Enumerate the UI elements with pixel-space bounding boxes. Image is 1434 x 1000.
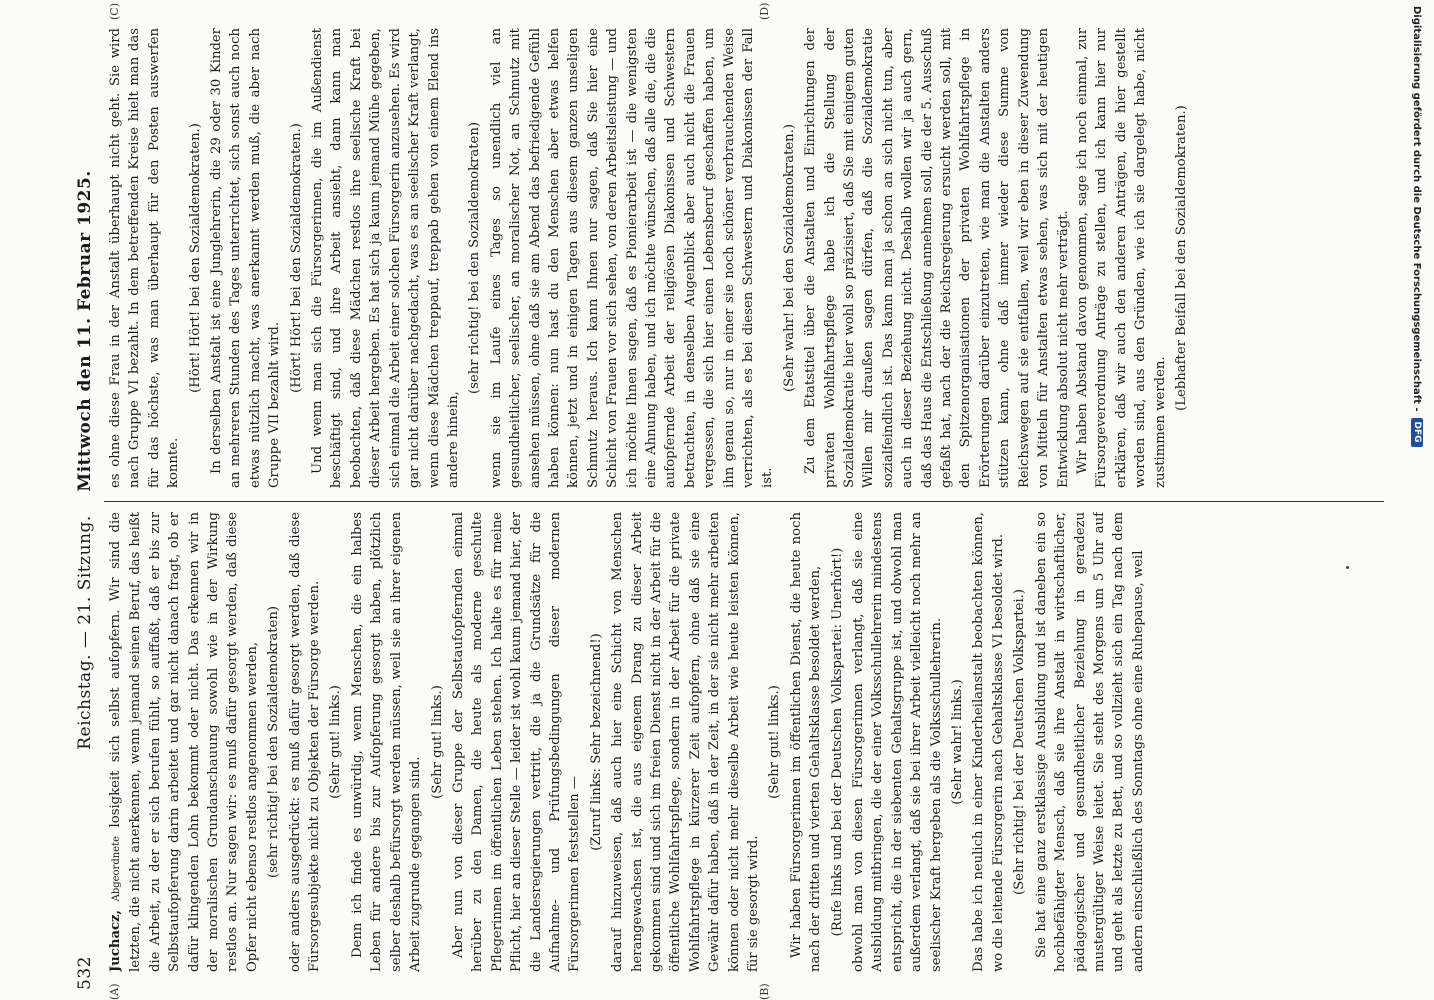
interjection: (Sehr gut! links.) — [429, 685, 445, 799]
interjection: (Sehr richtig! bei der Deutschen Volkspartei.) — [1012, 588, 1028, 896]
left-column — [106, 512, 1386, 972]
margin-marker-a: (A) — [108, 983, 121, 1000]
interjection: (Sehr wahr! bei den Sozialdemokraten.) — [781, 124, 797, 392]
interjection: (Hört! Hört! bei den Sozialdemokraten.) — [288, 123, 304, 393]
right-paragraph-5: Zu dem Etatstitel über die Anstalten und Einrichtungen der privaten Wohlfahrtspflege habe ich die Stellung der Sozialdemokratie hier wohl so präzisiert, daß Sie mit einigem guten Willen mir draußen sagen dürfen, daß die Sozialdemokratie sozialfeindlich ist. Das kann man ja schon an sich nicht tun, aber auch in dieser Beziehung nicht. Deshalb wollen wir ja auch gern, daß das Haus die Entschließung annehmen soll, die der 5. Ausschuß gefaßt hat, nach der die Reichsregierung ersucht werden soll, mit den Spitzenorganisationen der privaten Wohlfahrtspflege in Erörterungen darüber einzutreten, wie man die Anstalten anders stützen kann, ohne daß immer wieder diese Summe von Reichswegen auf sie entfallen, weil wir eben in dieser Zuwendung von Mitteln für Anstalten etwas sehen, was sich mit der heutigen Entwicklung absolut nicht mehr verträgt. — [803, 28, 1071, 488]
left-paragraph-3: Denn ich finde es unwürdig, wenn Menschen, die ein halbes Leben für andere bis zur Aufopferung gesorgt haben, plötzlich selber deshalb befürsorgt werden müssen, weil sie an ihrer eigenen Arbeit zugrunde gegangen sind. — [349, 512, 424, 972]
credit-text: Digitalisierung gefördert durch die Deutsche Forschungsgemeinschaft - — [1411, 6, 1423, 412]
interjection: (Sehr wahr! links.) — [950, 679, 966, 805]
title-right: Mittwoch den 11. Februar 1925. — [75, 170, 95, 492]
interjection: (Rufe links und bei der Deutschen Volkspartei: Unerhört!) — [829, 547, 845, 937]
page-title — [75, 10, 95, 910]
left-paragraph-9: Sie hat eine ganz erstklassige Ausbildung und ist daneben ein so hochbefähigter Mensch, daß sie ihre Anstalt in wirtschaftlicher, pädagogischer und gesundheitlicher Beziehung in geradezu mustergültiger Weise leitet. Sie steht des Morgens um 5 Uhr auf und geht als letzte zu Bett, und so vollzieht sich ein Tag nach dem andern einschließlich des Sonntags ohne eine Ruhepause, weil — [1033, 512, 1146, 972]
speaker-note: Abgeordnete — [111, 835, 122, 902]
right-paragraph-2: In derselben Anstalt ist eine Junglehrerin, die 29 oder 30 Kinder an mehreren Stunden des Tages unterrichtet, sich sonst auch noch etwas nützlich macht, was anerkannt werden muß, die aber nach Gruppe VII bezahlt wird. — [209, 28, 283, 488]
right-paragraph-3: Und wenn man sich die Fürsorgerinnen, die im Außendienst beschäftigt sind, und ihre Arbeit ansieht, dann kann man beobachten, daß diese Mädchen restlos ihre seelische Kraft bei dieser Arbeit hergeben. Es hat sich ja kaum jemand Mühe gegeben, sich einmal die Arbeit einer solchen Fürsorgerin anzusehen. Es wird gar nicht darüber nachgedacht, was es an seelischer Kraft verlangt, wenn diese Mädchen treppauf, treppab gehen von einem Elend ins andere hinein, — [310, 28, 461, 488]
left-paragraph-2: oder anders ausgedrückt: es muß dafür gesorgt werden, daß diese Fürsorgesubjekte nicht zu Objekten der Fürsorge werden. — [287, 512, 323, 972]
digitization-credit — [1404, 6, 1430, 996]
interjection: (sehr richtig! bei den Sozialdemokraten) — [467, 122, 483, 394]
interjection: (Sehr gut! links.) — [328, 685, 344, 799]
column-divider — [104, 501, 1384, 502]
title-left: Reichstag. — 21. Sitzung. — [75, 515, 95, 750]
left-paragraph-1-text: losigkeit sich selbst aufopfern. Wir sind die letzten, die nicht anerkennen, wenn jemand seinen Beruf, das heißt die Arbeit, zu der er sich berufen fühlt, so auffaßt, daß er bis zur Selbstaufopferung darin arbeitet und gar nicht danach fragt, ob er dafür klingenden Lohn bekommt oder nicht. Das erkennen wir in der moralischen Grundanschauung sowohl wie in der Wirkung restlos an. Nur sagen wir: es muß dafür gesorgt werden, daß diese Opfer nicht ebenso restlos angenommen werden, — [108, 512, 260, 972]
speaker-name: Juchacz, — [108, 909, 123, 972]
rotated-document — [68, 0, 1408, 1000]
margin-marker-c: (C) — [108, 3, 121, 20]
interjection: (Hört! Hört! bei den Sozialdemokraten.) — [187, 123, 203, 393]
dfg-logo-icon: DFG — [1411, 418, 1423, 447]
right-column — [106, 28, 1386, 488]
right-paragraph-4: wenn sie im Laufe eines Tages so unendlich viel an gesundheitlicher, seelischer, an moralischer Not, an Schmutz mit ansehen müssen, ohne daß sie am Abend das befriedigende Gefühl haben können: nun hast du den Menschen aber etwas helfen können, jetzt und in einigen Tagen aus diesem ganzen unseligen Schmutz heraus. Ich kann Ihnen nur sagen, daß Sie hier eine Schicht von Frauen vor sich sehen, von deren Arbeitsleistung — und ich möchte Ihnen sagen, daß es Pionierarbeit ist — die wenigsten eine Ahnung haben, und ich möchte wünschen, daß alle die, die die aufopfernde Arbeit der religiösen Diakonissen und Schwestern betrachten, in denselben Augenblick aber auch nicht die Frauen vergessen, die sich hier einen Lebensberuf geschaffen haben, um ihn genau so, nur in einer sie noch schöner verbrauchenden Weise verrichten, als es bei diesen Schwestern und Diakonissen der Fall ist. — [488, 28, 776, 488]
interjection: (Zuruf links: Sehr bezeichnend!) — [588, 633, 604, 851]
interjection: (sehr richtig! bei den Sozialdemokraten) — [266, 606, 282, 878]
page-header — [68, 10, 102, 990]
right-paragraph-1: es ohne diese Frau in der Anstalt überhaupt nicht geht. Sie wird nach Gruppe VI bezahlt. In dem betreffenden Kreise hielt man das für das höchste, was man überhaupt für den Posten auswerfen konnte. — [108, 28, 182, 488]
left-paragraph-1 — [106, 512, 262, 972]
right-paragraph-6: Wir haben Abstand davon genommen, sage ich noch einmal, zur Fürsorgeverordnung Anträge zu stellen, und ich kann hier nur erklären, daß wir auch den anderen Anträgen, die hier gestellt worden sind, aus den Gründen, wie ich sie dargelegt habe, nicht zustimmen werden. — [1074, 28, 1168, 488]
left-paragraph-6: Wir haben Fürsorgerinnen im öffentlichen Dienst, die heute noch nach der dritten und vierten Gehaltsklasse besoldet werden, — [788, 512, 824, 972]
left-paragraph-4: Aber nun von dieser Gruppe der Selbstaufopfernden einmal herüber zu den Damen, die heute als moderne geschulte Pflegerinnen im öffentlichen Leben stehen. Ich halte es für meine Pflicht, hier an dieser Stelle — leider ist wohl kaum jemand hier, der die Landesregierungen vertritt, die ja die Grundsätze für die Aufnahme- und Prüfungsbedingungen dieser modernen Fürsorgerinnen feststellen — — [450, 512, 583, 972]
scan-speck — [1346, 566, 1349, 569]
margin-marker-b: (B) — [758, 983, 771, 1000]
left-paragraph-5: darauf hinzuweisen, daß auch hier eine Schicht von Menschen herangewachsen ist, die aus eigenem Drang zu dieser Arbeit gekommen sind und sich im freien Dienst nicht in der Arbeit für die öffentliche Wohlfahrtspflege, sondern in der Arbeit für die private Wohlfahrtspflege in kürzerer Zeit aufopfern, ohne daß sie eine Gewähr dafür haben, daß in der Zeit, in der sie nicht mehr arbeiten können oder nicht mehr dieselbe Arbeit wie heute leisten können, für sie gesorgt wird. — [610, 512, 761, 972]
left-paragraph-8: Das habe ich neulich in einer Kinderheilanstalt beobachten können, wo die leitende Fürsorgerin nach Gehaltsklasse VI besoldet wird. — [971, 512, 1006, 972]
page-number: 532 — [75, 956, 95, 990]
interjection: (Lebhafter Beifall bei den Sozialdemokraten.) — [1173, 105, 1189, 411]
margin-marker-d: (D) — [758, 2, 771, 20]
left-paragraph-7: obwohl man von diesen Fürsorgerinnen verlangt, daß sie eine Ausbildung mitbringen, die der einer Volksschullehrerin mindestens entspricht, die in der siebenten Gehaltsgruppe ist, und obwohl man außerdem verlangt, daß sie bei ihrer Arbeit vielleicht noch mehr an seelischer Kraft hergeben als die Volksschullehrerin. — [851, 512, 944, 972]
interjection: (Sehr gut! links.) — [767, 685, 783, 799]
